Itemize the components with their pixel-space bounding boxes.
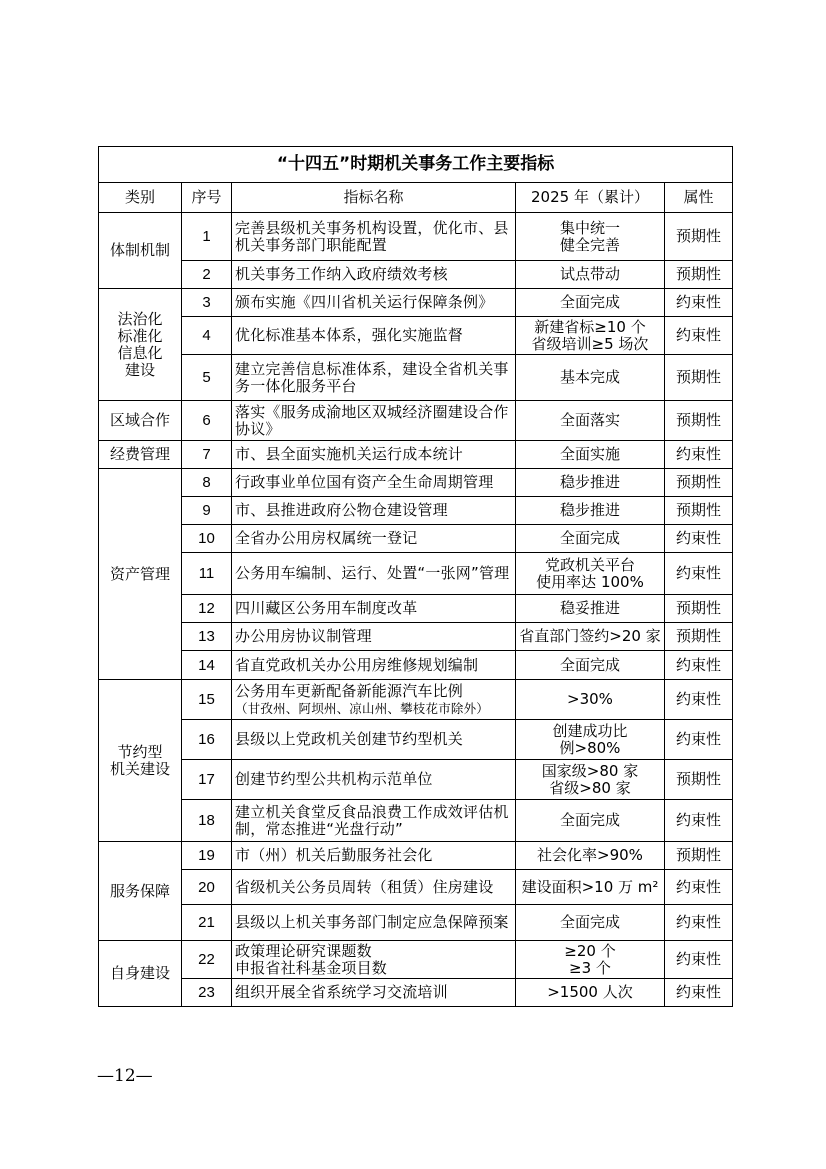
header-name: 指标名称 <box>232 183 516 213</box>
row-number-cell: 4 <box>182 317 232 355</box>
indicator-name-cell: 县级以上机关事务部门制定应急保障预案 <box>232 905 516 941</box>
indicator-name-cell: 完善县级机关事务机构设置，优化市、县机关事务部门职能配置 <box>232 213 516 261</box>
table-row <box>99 355 733 401</box>
table-row <box>99 905 733 941</box>
indicator-name-cell: 四川藏区公务用车制度改革 <box>232 595 516 623</box>
indicator-name-cell <box>232 680 516 720</box>
table-row <box>99 623 733 651</box>
target-cell: 全面完成 <box>516 525 665 553</box>
indicator-name-cell: 建立完善信息标准体系，建设全省机关事务一体化服务平台 <box>232 355 516 401</box>
row-number-cell: 8 <box>182 469 232 497</box>
indicator-name-cell: 优化标准基本体系，强化实施监督 <box>232 317 516 355</box>
attribute-cell: 约束性 <box>665 680 733 720</box>
indicator-name-cell: 省级机关公务员周转（租赁）住房建设 <box>232 870 516 905</box>
row-number-cell: 19 <box>182 842 232 870</box>
target-cell: 稳步推进 <box>516 497 665 525</box>
row-number-cell: 21 <box>182 905 232 941</box>
indicator-name-cell: 机关事务工作纳入政府绩效考核 <box>232 261 516 289</box>
table-row <box>99 497 733 525</box>
attribute-cell: 预期性 <box>665 842 733 870</box>
attribute-cell: 约束性 <box>665 441 733 469</box>
attribute-cell: 约束性 <box>665 720 733 760</box>
table-row <box>99 979 733 1007</box>
row-number-cell: 20 <box>182 870 232 905</box>
row-number-cell: 9 <box>182 497 232 525</box>
table-row <box>99 651 733 680</box>
target-cell: 稳妥推进 <box>516 595 665 623</box>
indicator-name-cell: 全省办公用房权属统一登记 <box>232 525 516 553</box>
indicator-name-cell: 建立机关食堂反食品浪费工作成效评估机制，常态推进“光盘行动” <box>232 800 516 842</box>
category-cell: 自身建设 <box>99 941 182 1007</box>
table-row <box>99 870 733 905</box>
target-cell: 党政机关平台 使用率达 100% <box>516 553 665 595</box>
table-row <box>99 401 733 441</box>
row-number-cell: 7 <box>182 441 232 469</box>
attribute-cell: 预期性 <box>665 760 733 800</box>
attribute-cell: 约束性 <box>665 905 733 941</box>
target-cell: 集中统一 健全完善 <box>516 213 665 261</box>
attribute-cell: 约束性 <box>665 870 733 905</box>
target-cell: 创建成功比 例>80% <box>516 720 665 760</box>
category-cell: 节约型 机关建设 <box>99 680 182 842</box>
category-cell: 法治化 标准化 信息化 建设 <box>99 289 182 401</box>
table-row <box>99 289 733 317</box>
target-cell: 全面实施 <box>516 441 665 469</box>
attribute-cell: 预期性 <box>665 401 733 441</box>
attribute-cell: 预期性 <box>665 595 733 623</box>
attribute-cell: 约束性 <box>665 941 733 979</box>
table-row <box>99 800 733 842</box>
indicator-name-note: （甘孜州、阿坝州、凉山州、攀枝花市除外） <box>235 700 490 716</box>
target-cell: 试点带动 <box>516 261 665 289</box>
category-cell: 服务保障 <box>99 842 182 941</box>
table-row <box>99 553 733 595</box>
attribute-cell: 约束性 <box>665 553 733 595</box>
row-number-cell: 22 <box>182 941 232 979</box>
target-cell: 稳步推进 <box>516 469 665 497</box>
category-cell: 体制机制 <box>99 213 182 289</box>
row-number-cell: 5 <box>182 355 232 401</box>
row-number-cell: 18 <box>182 800 232 842</box>
attribute-cell: 预期性 <box>665 623 733 651</box>
target-cell: 基本完成 <box>516 355 665 401</box>
table-row <box>99 720 733 760</box>
row-number-cell: 6 <box>182 401 232 441</box>
row-number-cell: 12 <box>182 595 232 623</box>
row-number-cell: 11 <box>182 553 232 595</box>
indicator-name-cell: 政策理论研究课题数 申报省社科基金项目数 <box>232 941 516 979</box>
attribute-cell: 约束性 <box>665 979 733 1007</box>
header-target: 2025 年（累计） <box>516 183 665 213</box>
page-number: —12— <box>97 1066 153 1086</box>
target-cell: 全面完成 <box>516 651 665 680</box>
target-cell: 全面完成 <box>516 905 665 941</box>
row-number-cell: 1 <box>182 213 232 261</box>
row-number-cell: 14 <box>182 651 232 680</box>
table-row <box>99 261 733 289</box>
target-cell: 全面完成 <box>516 289 665 317</box>
attribute-cell: 预期性 <box>665 497 733 525</box>
target-cell: 全面落实 <box>516 401 665 441</box>
table-body <box>99 213 733 1007</box>
attribute-cell: 预期性 <box>665 469 733 497</box>
category-cell: 区域合作 <box>99 401 182 441</box>
indicator-name-cell: 县级以上党政机关创建节约型机关 <box>232 720 516 760</box>
indicator-name-cell: 办公用房协议制管理 <box>232 623 516 651</box>
target-cell: ≥20 个 ≥3 个 <box>516 941 665 979</box>
table-row <box>99 941 733 979</box>
indicator-table <box>98 146 733 1007</box>
table-row <box>99 213 733 261</box>
table-row <box>99 760 733 800</box>
table-row <box>99 595 733 623</box>
target-cell: >30% <box>516 680 665 720</box>
header-category: 类别 <box>99 183 182 213</box>
attribute-cell: 约束性 <box>665 800 733 842</box>
row-number-cell: 13 <box>182 623 232 651</box>
indicator-name-cell: 行政事业单位国有资产全生命周期管理 <box>232 469 516 497</box>
target-cell: 社会化率>90% <box>516 842 665 870</box>
row-number-cell: 10 <box>182 525 232 553</box>
attribute-cell: 约束性 <box>665 525 733 553</box>
attribute-cell: 预期性 <box>665 355 733 401</box>
row-number-cell: 15 <box>182 680 232 720</box>
category-cell: 资产管理 <box>99 469 182 680</box>
indicator-name-cell: 组织开展全省系统学习交流培训 <box>232 979 516 1007</box>
target-cell: >1500 人次 <box>516 979 665 1007</box>
indicator-name-cell: 市（州）机关后勤服务社会化 <box>232 842 516 870</box>
attribute-cell: 预期性 <box>665 213 733 261</box>
attribute-cell: 约束性 <box>665 651 733 680</box>
indicator-name-cell: 市、县推进政府公物仓建设管理 <box>232 497 516 525</box>
table-row <box>99 525 733 553</box>
attribute-cell: 约束性 <box>665 317 733 355</box>
row-number-cell: 3 <box>182 289 232 317</box>
target-cell: 全面完成 <box>516 800 665 842</box>
indicator-name-cell: 省直党政机关办公用房维修规划编制 <box>232 651 516 680</box>
header-attr: 属性 <box>665 183 733 213</box>
header-no: 序号 <box>182 183 232 213</box>
indicator-name-cell: 落实《服务成渝地区双城经济圈建设合作协议》 <box>232 401 516 441</box>
indicator-name-cell: 公务用车编制、运行、处置“一张网”管理 <box>232 553 516 595</box>
indicator-table-container <box>98 146 732 1007</box>
indicator-name-text: 公务用车更新配备新能源汽车比例 <box>235 681 464 700</box>
table-row <box>99 680 733 720</box>
table-row <box>99 441 733 469</box>
indicator-name-cell: 创建节约型公共机构示范单位 <box>232 760 516 800</box>
target-cell: 建设面积>10 万 m² <box>516 870 665 905</box>
row-number-cell: 16 <box>182 720 232 760</box>
row-number-cell: 2 <box>182 261 232 289</box>
row-number-cell: 17 <box>182 760 232 800</box>
target-cell: 新建省标≥10 个 省级培训≥5 场次 <box>516 317 665 355</box>
attribute-cell: 预期性 <box>665 261 733 289</box>
table-row <box>99 317 733 355</box>
indicator-name-cell: 颁布实施《四川省机关运行保障条例》 <box>232 289 516 317</box>
attribute-cell: 约束性 <box>665 289 733 317</box>
category-cell: 经费管理 <box>99 441 182 469</box>
table-row <box>99 469 733 497</box>
target-cell: 省直部门签约>20 家 <box>516 623 665 651</box>
row-number-cell: 23 <box>182 979 232 1007</box>
table-row <box>99 842 733 870</box>
target-cell: 国家级>80 家 省级>80 家 <box>516 760 665 800</box>
indicator-name-cell: 市、县全面实施机关运行成本统计 <box>232 441 516 469</box>
table-title: “十四五”时期机关事务工作主要指标 <box>99 147 733 183</box>
